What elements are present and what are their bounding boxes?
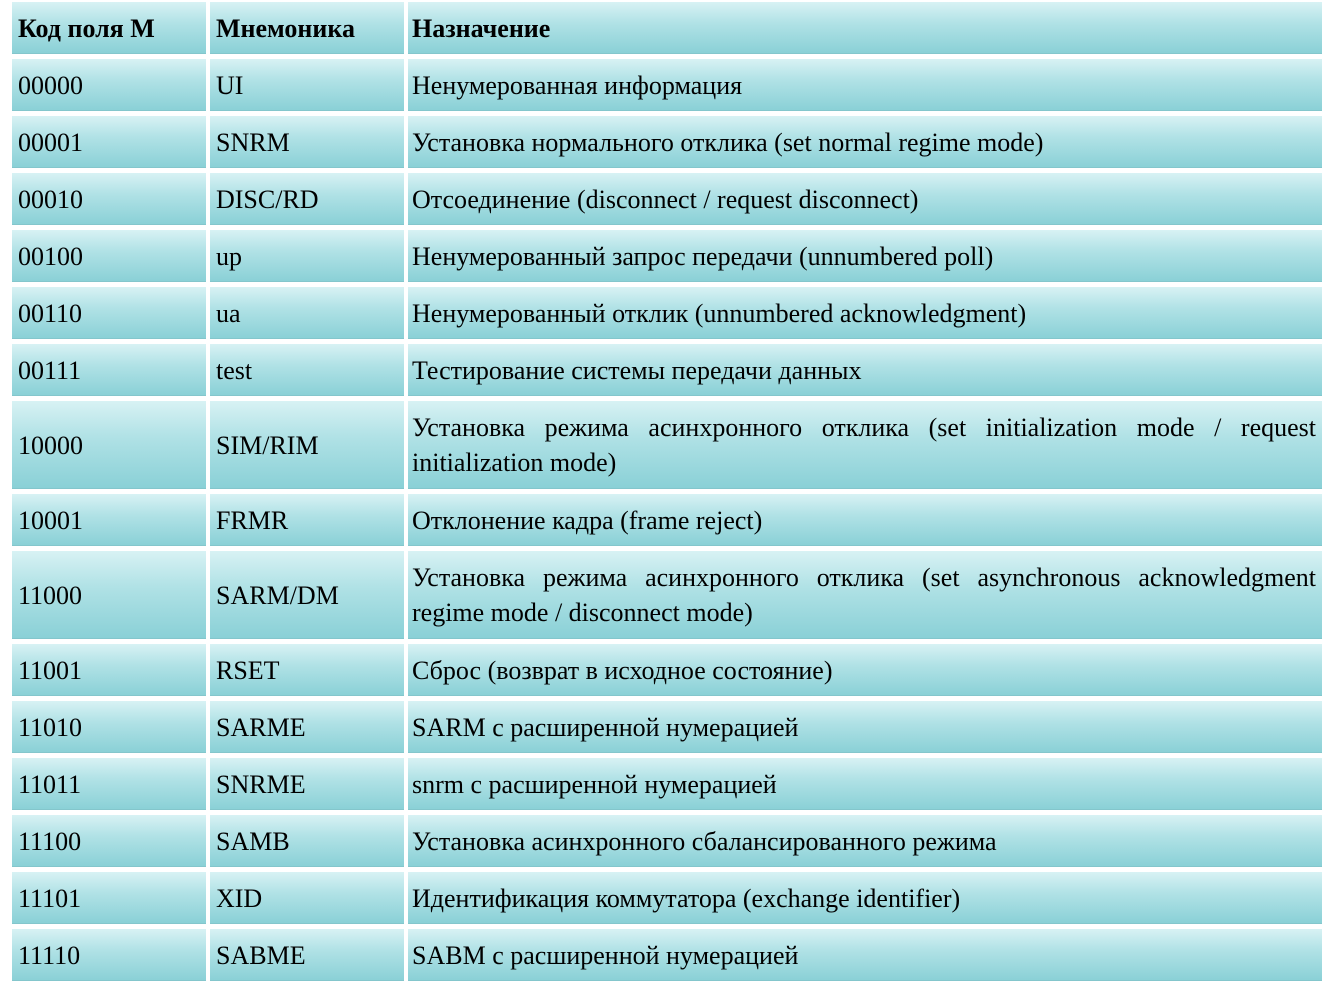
cell-purpose <box>408 929 1322 981</box>
cell-code: 00110 <box>12 287 206 339</box>
cell-code: 11110 <box>12 929 206 981</box>
purpose-text: Ненумерованная информация <box>412 70 743 100</box>
purpose-text: SARM с расширенной нумерацией <box>412 712 799 742</box>
cell-mnemonic: RSET <box>210 644 404 696</box>
cell-purpose <box>408 230 1322 282</box>
cell-purpose <box>408 287 1322 339</box>
header-purpose: Назначение <box>408 2 1322 54</box>
purpose-text: Установка режима асинхронного отклика (set asynchronous acknowledgment regime mode / disconnect mode) <box>412 563 1316 627</box>
purpose-text: Установка асинхронного сбалансированного режима <box>412 826 997 856</box>
cell-purpose <box>408 401 1322 489</box>
cell-code: 11010 <box>12 701 206 753</box>
purpose-text: Ненумерованный отклик (unnumbered acknowledgment) <box>412 298 1027 328</box>
cell-mnemonic: SNRM <box>210 116 404 168</box>
cell-mnemonic: UI <box>210 59 404 111</box>
header-code: Код поля М <box>12 2 206 54</box>
cell-mnemonic: SNRME <box>210 758 404 810</box>
cell-code: 11100 <box>12 815 206 867</box>
cell-mnemonic: test <box>210 344 404 396</box>
purpose-text: Ненумерованный запрос передачи (unnumbered poll) <box>412 241 994 271</box>
purpose-text: Отклонение кадра (frame reject) <box>412 505 763 535</box>
purpose-text: SABM с расширенной нумерацией <box>412 940 799 970</box>
purpose-text: Установка нормального отклика (set normal regime mode) <box>412 127 1044 157</box>
cell-code: 00010 <box>12 173 206 225</box>
cell-code: 00111 <box>12 344 206 396</box>
purpose-text: snrm с расширенной нумерацией <box>412 769 777 799</box>
cell-purpose <box>408 872 1322 924</box>
purpose-text: Сброс (возврат в исходное состояние) <box>412 655 833 685</box>
cell-code: 00001 <box>12 116 206 168</box>
cell-code: 11011 <box>12 758 206 810</box>
cell-mnemonic: SABME <box>210 929 404 981</box>
cell-purpose <box>408 758 1322 810</box>
purpose-text: Отсоединение (disconnect / request disconnect) <box>412 184 919 214</box>
cell-code: 10001 <box>12 494 206 546</box>
cell-code: 00000 <box>12 59 206 111</box>
cell-purpose <box>408 644 1322 696</box>
cell-mnemonic: up <box>210 230 404 282</box>
header-mnemonic: Мнемоника <box>210 2 404 54</box>
cell-purpose <box>408 701 1322 753</box>
cell-purpose <box>408 116 1322 168</box>
cell-purpose <box>408 59 1322 111</box>
cell-purpose <box>408 815 1322 867</box>
purpose-text: Установка режима асинхронного отклика (set initialization mode / request initialization mode) <box>412 413 1316 477</box>
cell-code: 10000 <box>12 401 206 489</box>
cell-purpose <box>408 551 1322 639</box>
cell-mnemonic: SARME <box>210 701 404 753</box>
cell-mnemonic: SARM/DM <box>210 551 404 639</box>
cell-code: 00100 <box>12 230 206 282</box>
cell-mnemonic: FRMR <box>210 494 404 546</box>
cell-code: 11001 <box>12 644 206 696</box>
mode-field-table <box>12 2 1322 981</box>
purpose-text: Тестирование системы передачи данных <box>412 355 862 385</box>
cell-purpose <box>408 173 1322 225</box>
cell-mnemonic: XID <box>210 872 404 924</box>
cell-mnemonic: SIM/RIM <box>210 401 404 489</box>
cell-mnemonic: ua <box>210 287 404 339</box>
cell-purpose <box>408 344 1322 396</box>
cell-mnemonic: SAMB <box>210 815 404 867</box>
cell-code: 11101 <box>12 872 206 924</box>
cell-purpose <box>408 494 1322 546</box>
purpose-text: Идентификация коммутатора (exchange identifier) <box>412 883 961 913</box>
cell-mnemonic: DISC/RD <box>210 173 404 225</box>
cell-code: 11000 <box>12 551 206 639</box>
